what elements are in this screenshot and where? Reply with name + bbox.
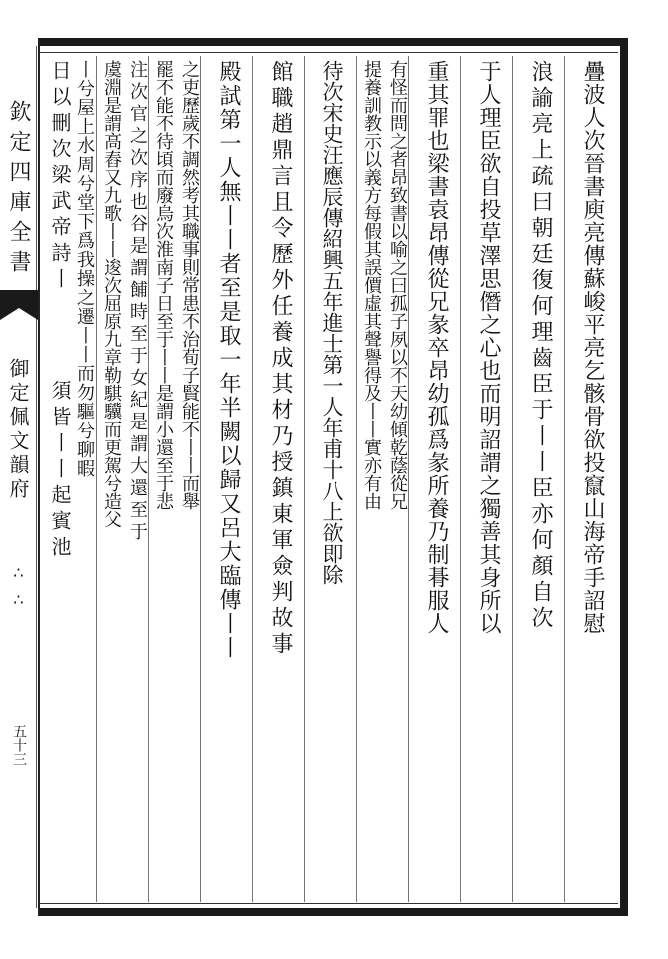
text-column-3 <box>462 60 514 900</box>
frame-top-border <box>38 38 628 46</box>
column-text: 館職趙鼎言且令歷外任養成其材乃授鎮東軍僉判故事 <box>268 60 293 658</box>
text-column-14 <box>72 60 96 900</box>
text-column-6 <box>358 60 384 900</box>
column-text: 于人理臣欲自投草澤思僭之心也而明詔謂之獨善其身所以 <box>476 60 501 635</box>
column-text: 重其罪也梁書袁昂傳從兄彖卒昂幼孤爲彖所養乃制朞服人 <box>424 60 449 635</box>
column-text: 罷不能不待頃而廢烏次淮南子日至于丨丨是謂小還至于悲 <box>153 60 174 510</box>
column-text: 虞淵是謂高舂又九歌丨丨逡次屈原九章勒騏驥而更駕兮造父 <box>101 60 122 528</box>
column-text: 提養訓教示以義方每假其誤價虛其聲譽得及丨丨實亦有由 <box>361 60 382 510</box>
frame-bottom-border <box>38 908 628 916</box>
text-column-8 <box>254 60 306 900</box>
text-column-4 <box>410 60 462 900</box>
margin-page-number: 五十三 <box>11 724 27 766</box>
text-column-1 <box>566 60 618 900</box>
inner-rule-bottom <box>40 903 618 904</box>
text-column-5 <box>384 60 410 900</box>
margin-book-title: 欽定四庫全書 <box>6 100 31 280</box>
column-text: 丨兮屋上水周兮堂下爲我操之遷丨丨而勿驅兮聊暇 <box>74 60 95 478</box>
text-column-11 <box>150 60 176 900</box>
text-column-9 <box>202 60 254 900</box>
column-text: 須皆丨丨起賓池 <box>48 380 72 562</box>
text-column-15 <box>48 60 72 360</box>
inner-rule-top <box>40 52 618 53</box>
column-text: 浪諭亮上疏曰朝廷復何理齒臣于丨丨臣亦何顏自次 <box>528 60 553 632</box>
text-column-12 <box>124 60 150 900</box>
column-text: 有怪而問之者昂致書以喻之曰孤子夙以不天幼傾乾蔭從兄 <box>387 60 408 510</box>
text-column-2 <box>514 60 566 900</box>
column-rule <box>96 56 97 902</box>
text-column-10 <box>176 60 202 900</box>
text-column-7 <box>306 60 358 900</box>
margin-rule <box>36 46 37 908</box>
margin-section-title: 御定佩文韻府 <box>6 358 30 502</box>
column-text: 殿試第一人無丨丨者至是取一年半闕以歸又呂大臨傳丨丨 <box>216 60 241 660</box>
frame-right-border <box>620 38 628 916</box>
text-column-16 <box>48 380 72 680</box>
text-column-13 <box>98 60 124 900</box>
column-text: 待次宋史汪應辰傳紹興五年進士第一人年甫十八上欲即除 <box>320 60 344 585</box>
fish-tail-mark-icon <box>0 290 38 320</box>
column-text: 之吏歷歲不調然考其職事則常患不治荀子賢能不丨丨而舉 <box>179 60 200 510</box>
column-text: 注次官之次序也谷是謂餔時至于女紀是謂大還至于 <box>127 60 148 544</box>
column-text: 疊波人次晉書庾亮傳蘇峻平亮乞骸骨欲投竄山海帝手詔慰 <box>580 60 605 635</box>
margin-dots: ∴∴ <box>9 563 28 617</box>
column-text: 日以刪次梁武帝詩丨 <box>48 60 72 294</box>
frame-left-border <box>38 38 40 916</box>
